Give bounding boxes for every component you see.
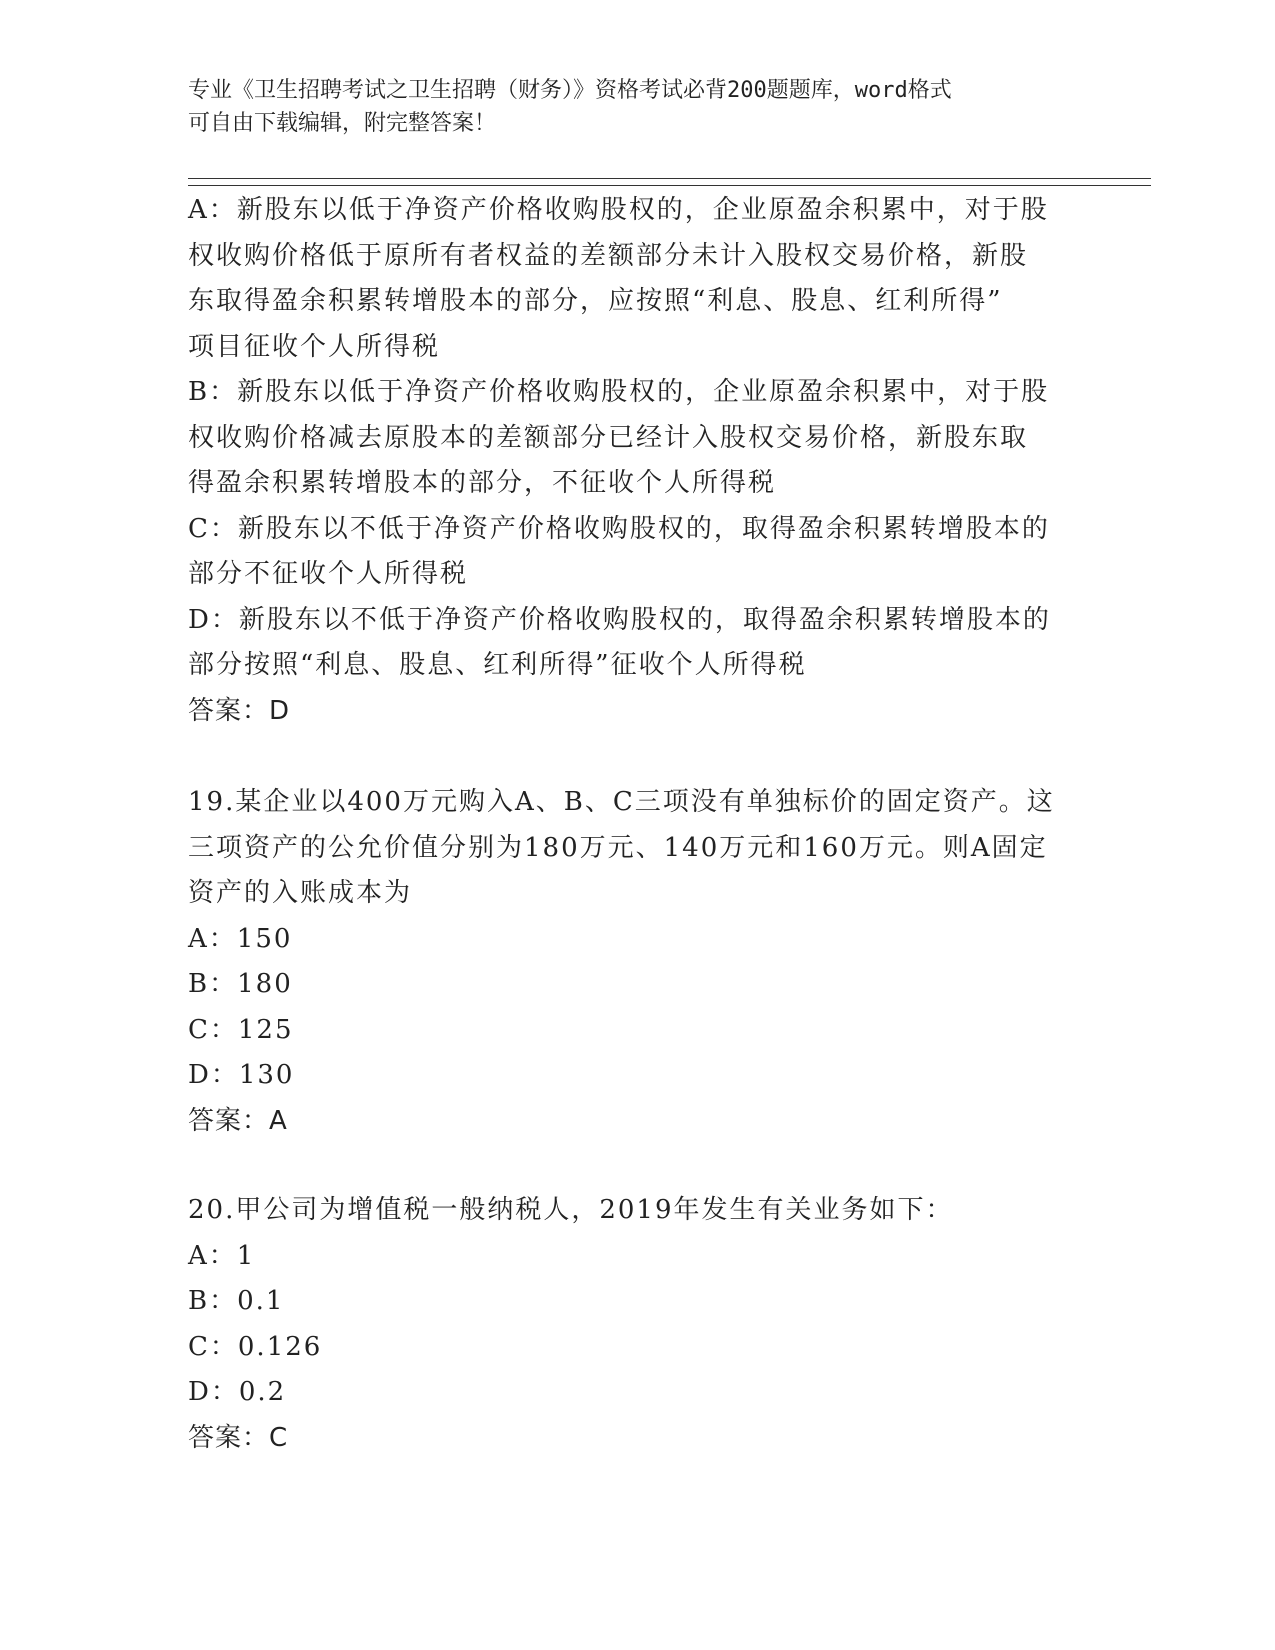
- option-c: C：0.126: [188, 1331, 323, 1362]
- question-20: [188, 1188, 1088, 1461]
- option-a-line: 权收购价格低于原所有者权益的差额部分未计入股权交易价格，新股: [188, 240, 1029, 271]
- option-a: A：1: [188, 1240, 256, 1271]
- option-b: B：180: [188, 969, 293, 999]
- option-b-line: 权收购价格减去原股本的差额部分已经计入股权交易价格，新股东取: [188, 422, 1029, 453]
- option-d: D：130: [188, 1060, 295, 1090]
- option-d-line: D：新股东以不低于净资产价格收购股权的，取得盈余积累转增股本的: [188, 604, 1051, 635]
- question-18-continuation: [188, 188, 1088, 734]
- option-c-line: C：新股东以不低于净资产价格收购股权的，取得盈余积累转增股本的: [188, 513, 1050, 544]
- option-a: [188, 188, 1088, 370]
- option-a-line: 项目征收个人所得税: [188, 331, 441, 362]
- document-header: [188, 74, 1088, 140]
- option-c-line: 部分不征收个人所得税: [188, 559, 469, 589]
- question-stem-line: 20.甲公司为增值税一般纳税人，2019年发生有关业务如下：: [188, 1195, 954, 1225]
- option-b: [188, 370, 1088, 507]
- answer-line: 答案：D: [188, 695, 291, 726]
- option-b-line: 得盈余积累转增股本的部分，不征收个人所得税: [188, 468, 777, 498]
- question-stem-line: 资产的入账成本为: [188, 878, 413, 908]
- option-d: [188, 598, 1088, 689]
- option-c: [188, 507, 1088, 598]
- option-c: C：125: [188, 1014, 294, 1045]
- header-double-rule: [188, 178, 1151, 186]
- option-b: B：0.1: [188, 1286, 285, 1316]
- option-a: A：150: [188, 923, 293, 954]
- question-19: [188, 780, 1088, 1144]
- answer-line: 答案：C: [188, 1422, 289, 1453]
- header-title-line-1: 专业《卫生招聘考试之卫生招聘（财务）》资格考试必背200题题库，word格式: [188, 78, 952, 103]
- option-d-line: 部分按照“利息、股息、红利所得”征收个人所得税: [188, 650, 807, 680]
- question-stem-line: 三项资产的公允价值分别为180万元、140万元和160万元。则A固定: [188, 832, 1048, 863]
- option-a-line: 东取得盈余积累转增股本的部分，应按照“利息、股息、红利所得”: [188, 286, 1003, 316]
- question-stem-line: 19.某企业以400万元购入A、B、C三项没有单独标价的固定资产。这: [188, 787, 1055, 817]
- option-d: D：0.2: [188, 1377, 287, 1407]
- header-title-line-2: 可自由下载编辑，附完整答案！: [188, 111, 497, 136]
- answer-line: 答案：A: [188, 1105, 288, 1136]
- option-a-line: A：新股东以低于净资产价格收购股权的，企业原盈余积累中，对于股: [188, 195, 1049, 225]
- option-b-line: B：新股东以低于净资产价格收购股权的，企业原盈余积累中，对于股: [188, 377, 1050, 407]
